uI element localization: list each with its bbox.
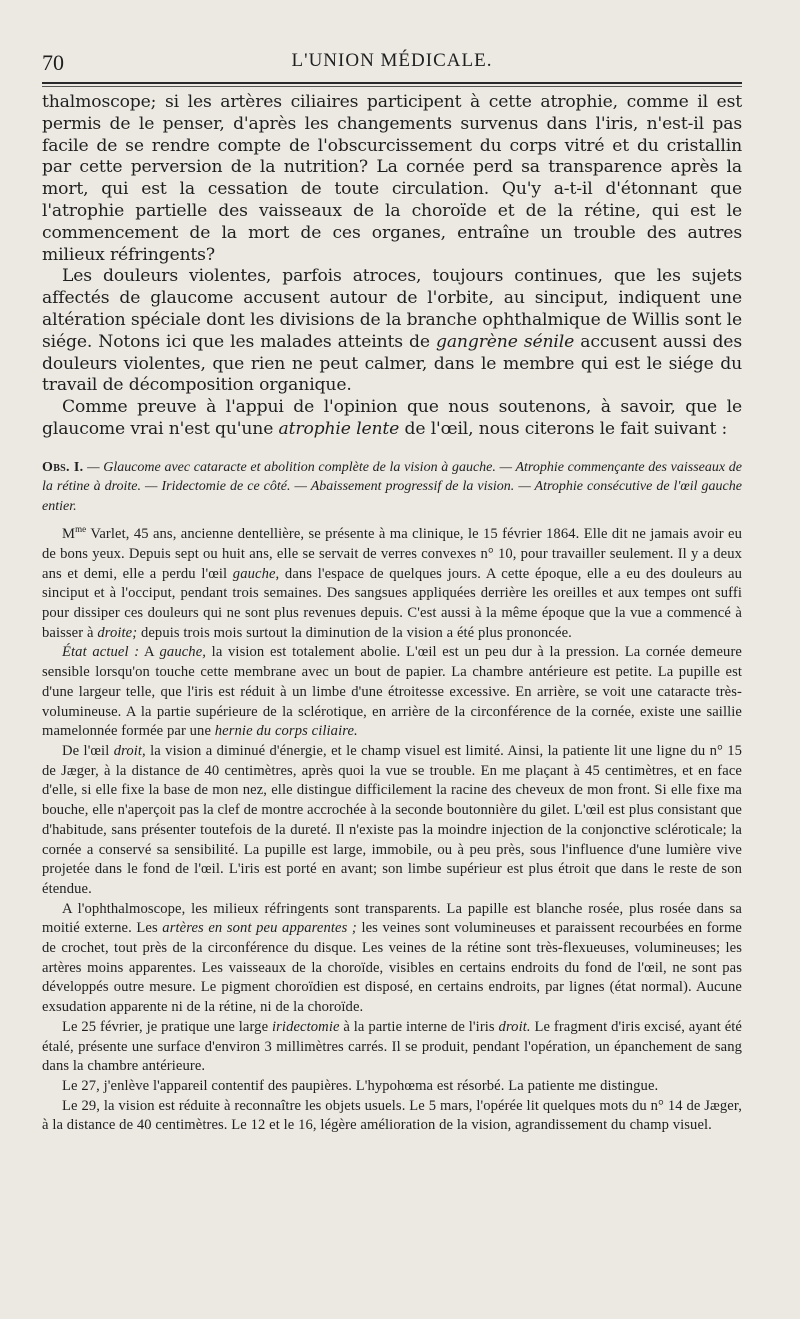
text: Le 25 février, je pratique une large [62, 1018, 272, 1035]
observation-heading [42, 458, 742, 517]
text: dans l'espace de quelques jours. A cette époque, elle a eu des douleurs au sinciput et à l'occiput, pendant trois semaines. Des sangsues appliquées derrière les oreilles et aux tempes ont suffi pour dissiper ces douleurs qui ne sont plus revenues depuis. C'est aussi à la même époque que la vue a commencé à baisser à [42, 565, 743, 641]
page-body [42, 92, 742, 1136]
text: accusent aussi des douleurs violentes, que rien ne peut calmer, dans le membre qui est le siége du travail de décomposition organique. [42, 331, 742, 396]
text: Le 29, la vision est réduite à reconnaître les objets usuels. Le 5 mars, l'opérée lit quelques mots du n° 14 de Jæger, à la distance de 40 centimètres. Le 12 et le 16, légère amélioration de la vision, agrandissement du champ visuel. [42, 1097, 742, 1134]
emphasis: gangrène sénile [435, 331, 575, 352]
text: Le 27, j'enlève l'appareil contentif des paupières. L'hypohœma est résorbé. La patiente me distingue. [62, 1077, 659, 1094]
paragraph [42, 525, 742, 643]
text: depuis trois mois surtout la diminution de la vision a été plus prononcée. [137, 624, 572, 641]
emphasis: État actuel : [62, 644, 140, 661]
paragraph [42, 1077, 742, 1097]
text: thalmoscope; si les artères ciliaires participent à cette atrophie, comme il est permis de le penser, d'après les changements survenus dans l'iris, n'est-il pas facile de se rendre compte de l'obscurcissement du corps vitré et du cristallin par cette perversion de la nutrition? La cornée perd sa transparence après la mort, qui est la cessation de toute circulation. Qu'y a-t-il d'étonnant que l'atrophie partielle des vaisseaux de la choroïde et de la rétine, qui est le commencement de la mort de ces organes, entraîne un trouble des autres milieux réfringents? [42, 92, 742, 265]
text: De l'œil [62, 742, 114, 759]
paragraph [42, 742, 742, 900]
case-report [42, 525, 742, 1136]
emphasis: gauche, [232, 565, 280, 582]
emphasis: iridectomie [271, 1018, 340, 1035]
text: les veines sont volumineuses et paraissent recourbées en forme de crochet, tout près de la circonférence du disque. Les veines de la rétine sont très-flexueuses, volumineuses; les artères moins apparentes. Les vaisseaux de la choroïde, visibles en certains endroits du fond de l'œil, ne sont pas développés outre mesure. Le pigment choroïdien est disposé, en certains endroits, par lignes (état normal). Aucune exsudation apparente ni de la rétine, ni de la choroïde. [42, 920, 742, 1016]
text: M [62, 526, 76, 543]
text: Le fragment d'iris excisé, ayant été étalé, présente une surface d'environ 3 millimètres carrés. Il se produit, pendant l'opération, un épanchement de sang dans la chambre antérieure. [42, 1018, 743, 1075]
paragraph [42, 1018, 742, 1077]
emphasis: droit. [498, 1018, 531, 1035]
paragraph [42, 1097, 742, 1136]
text: Comme preuve à l'appui de l'opinion que nous soutenons, à savoir, que le glaucome vrai n'est qu'une [42, 397, 742, 439]
emphasis: droite; [97, 624, 138, 641]
emphasis: hernie du corps ciliaire. [214, 723, 358, 740]
paragraph [42, 266, 742, 397]
superscript: me [75, 524, 87, 535]
text: la vision a diminué d'énergie, et le champ visuel est limité. Ainsi, la patiente lit une ligne du n° 15 de Jæger, à la distance de 40 centimètres, après quoi la vue se trouble. En me plaçant à 45 centimètres, et en face d'elle, si elle fixe la base de mon nez, elle distingue difficilement la racine des cheveux de mon front. Si elle fixe ma bouche, elle n'aperçoit pas la clef de montre accrochée à la seconde boutonnière du gilet. L'œil est plus consistant que d'habitude, sans présenter toutefois de la dureté. Il n'existe pas la moindre injection de la conjonctive scléroticale; la cornée a conservé sa sensibilité. La pupille est large, immobile, ou à peu près, sous l'influence d'une lumière vive projetée dans le fond de l'œil. L'iris est porté en avant; son limbe supérieur est plus étroit que dans le reste de son étendue. [42, 742, 743, 897]
page-header [42, 46, 742, 76]
emphasis: droit, [113, 742, 146, 759]
paragraph [42, 900, 742, 1018]
header-rule-thin [42, 86, 742, 87]
paragraph [42, 92, 742, 266]
text: Les douleurs violentes, parfois atroces, toujours continues, que les sujets affectés de glaucome accusent autour de l'orbite, au sinciput, indiquent une altération spéciale dont les divisions de la branche ophthalmique de Willis sont le siége. Notons ici que les malades atteints de [42, 266, 742, 352]
text: la vision est totalement abolie. L'œil est un peu dur à la pression. La cornée demeure sensible lorsqu'on touche cette membrane avec un bout de papier. La chambre antérieure est petite. La pupille est d'une largeur telle, que l'iris est réduit à un limbe d'une étroitesse excessive. En arrière, se voit une cataracte très-volumineuse. A la partie supérieure de la sclérotique, en arrière de la circonférence de la cornée, existe une saillie mamelonnée formée par une [42, 644, 742, 740]
lead-text [42, 92, 742, 441]
page-number: 70 [42, 50, 64, 75]
observation-label: Obs. I. [42, 459, 84, 475]
emphasis: atrophie lente [278, 418, 400, 439]
text: de l'œil, nous citerons le fait suivant : [399, 418, 728, 439]
header-rule [42, 82, 742, 84]
paragraph [42, 643, 742, 742]
emphasis: gauche, [159, 644, 207, 661]
observation-title: — Glaucome avec cataracte et abolition complète de la vision à gauche. — Atrophie commençante des vaisseaux de la rétine à droite. — Iridectomie de ce côté. — Abaissement progressif de la vision. — Atrophie consécutive de l'œil gauche entier. [42, 459, 742, 514]
text: A [139, 644, 160, 661]
text: Varlet, 45 ans, ancienne dentellière, se présente à ma clinique, le 15 février 1864. Elle dit ne jamais avoir eu de bons yeux. Depuis sept ou huit ans, elle se servait de verres convexes n° 10, pour travailler seulement. Il y a deux ans et demi, elle a perdu l'œil [42, 526, 742, 582]
running-title: L'UNION MÉDICALE. [291, 50, 493, 71]
paragraph [42, 397, 742, 441]
text: à la partie interne de l'iris [339, 1018, 499, 1035]
text: A l'ophthalmoscope, les milieux réfringents sont transparents. La papille est blanche rosée, plus rosée dans sa moitié externe. Les [42, 900, 742, 937]
emphasis: artères en sont peu apparentes ; [162, 920, 357, 937]
